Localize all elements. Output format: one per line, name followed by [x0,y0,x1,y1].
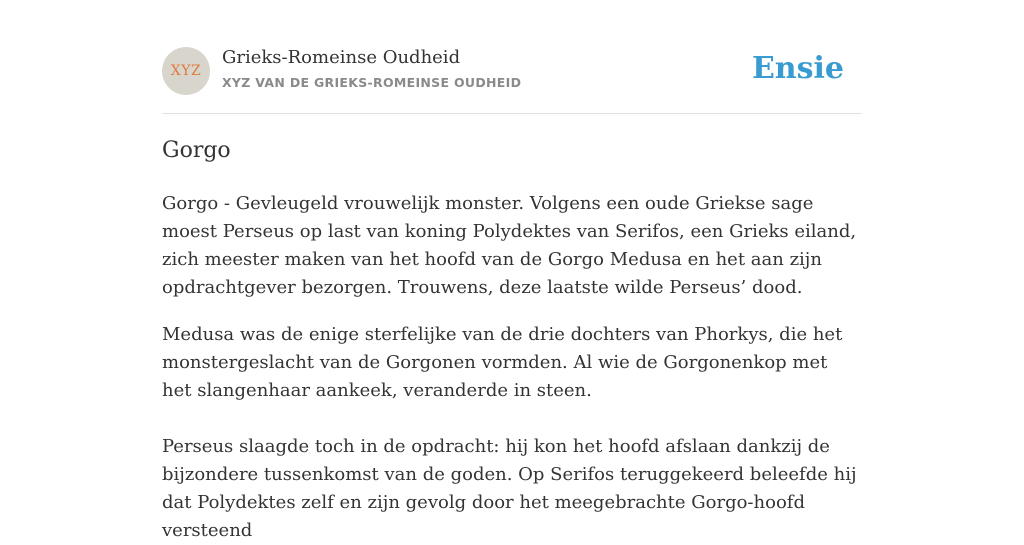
header-divider [162,113,862,114]
header [162,47,862,95]
paragraph-text: Perseus slaagde toch in de opdracht: hij kon het hoofd afslaan dankzij de bijzondere tussenkomst van de goden. Op Serifos teruggekeerd beleefde hij dat Polydektes zelf en zijn gevolg door het meegebrachte Gorgo-hoofd versteend [162,436,857,541]
article-paragraph [162,321,862,405]
article-title: Gorgo [162,138,231,163]
article-paragraph [162,433,862,545]
article-paragraph [162,190,862,302]
source-title[interactable]: Grieks-Romeinse Oudheid [222,47,461,68]
paragraph-text: Gorgo - Gevleugeld vrouwelijk monster. Volgens een oude Griekse sage moest Perseus op last van koning Polydektes van Serifos, een Grieks eiland, zich meester maken van het hoofd van de Gorgo Medusa en het aan zijn opdrachtgever bezorgen. Trouwens, deze laatste wilde Perseus’ dood. [162,193,857,298]
source-subtitle: XYZ VAN DE GRIEKS-ROMEINSE OUDHEID [222,75,522,90]
brand-logo[interactable]: Ensie [751,51,844,86]
source-avatar[interactable]: XYZ [162,47,210,95]
paragraph-text: Medusa was de enige sterfelijke van de drie dochters van Phorkys, die het monstergeslacht van de Gorgonen vormden. Al wie de Gorgonenkop met het slangenhaar aankeek, veranderde in steen. [162,324,843,401]
